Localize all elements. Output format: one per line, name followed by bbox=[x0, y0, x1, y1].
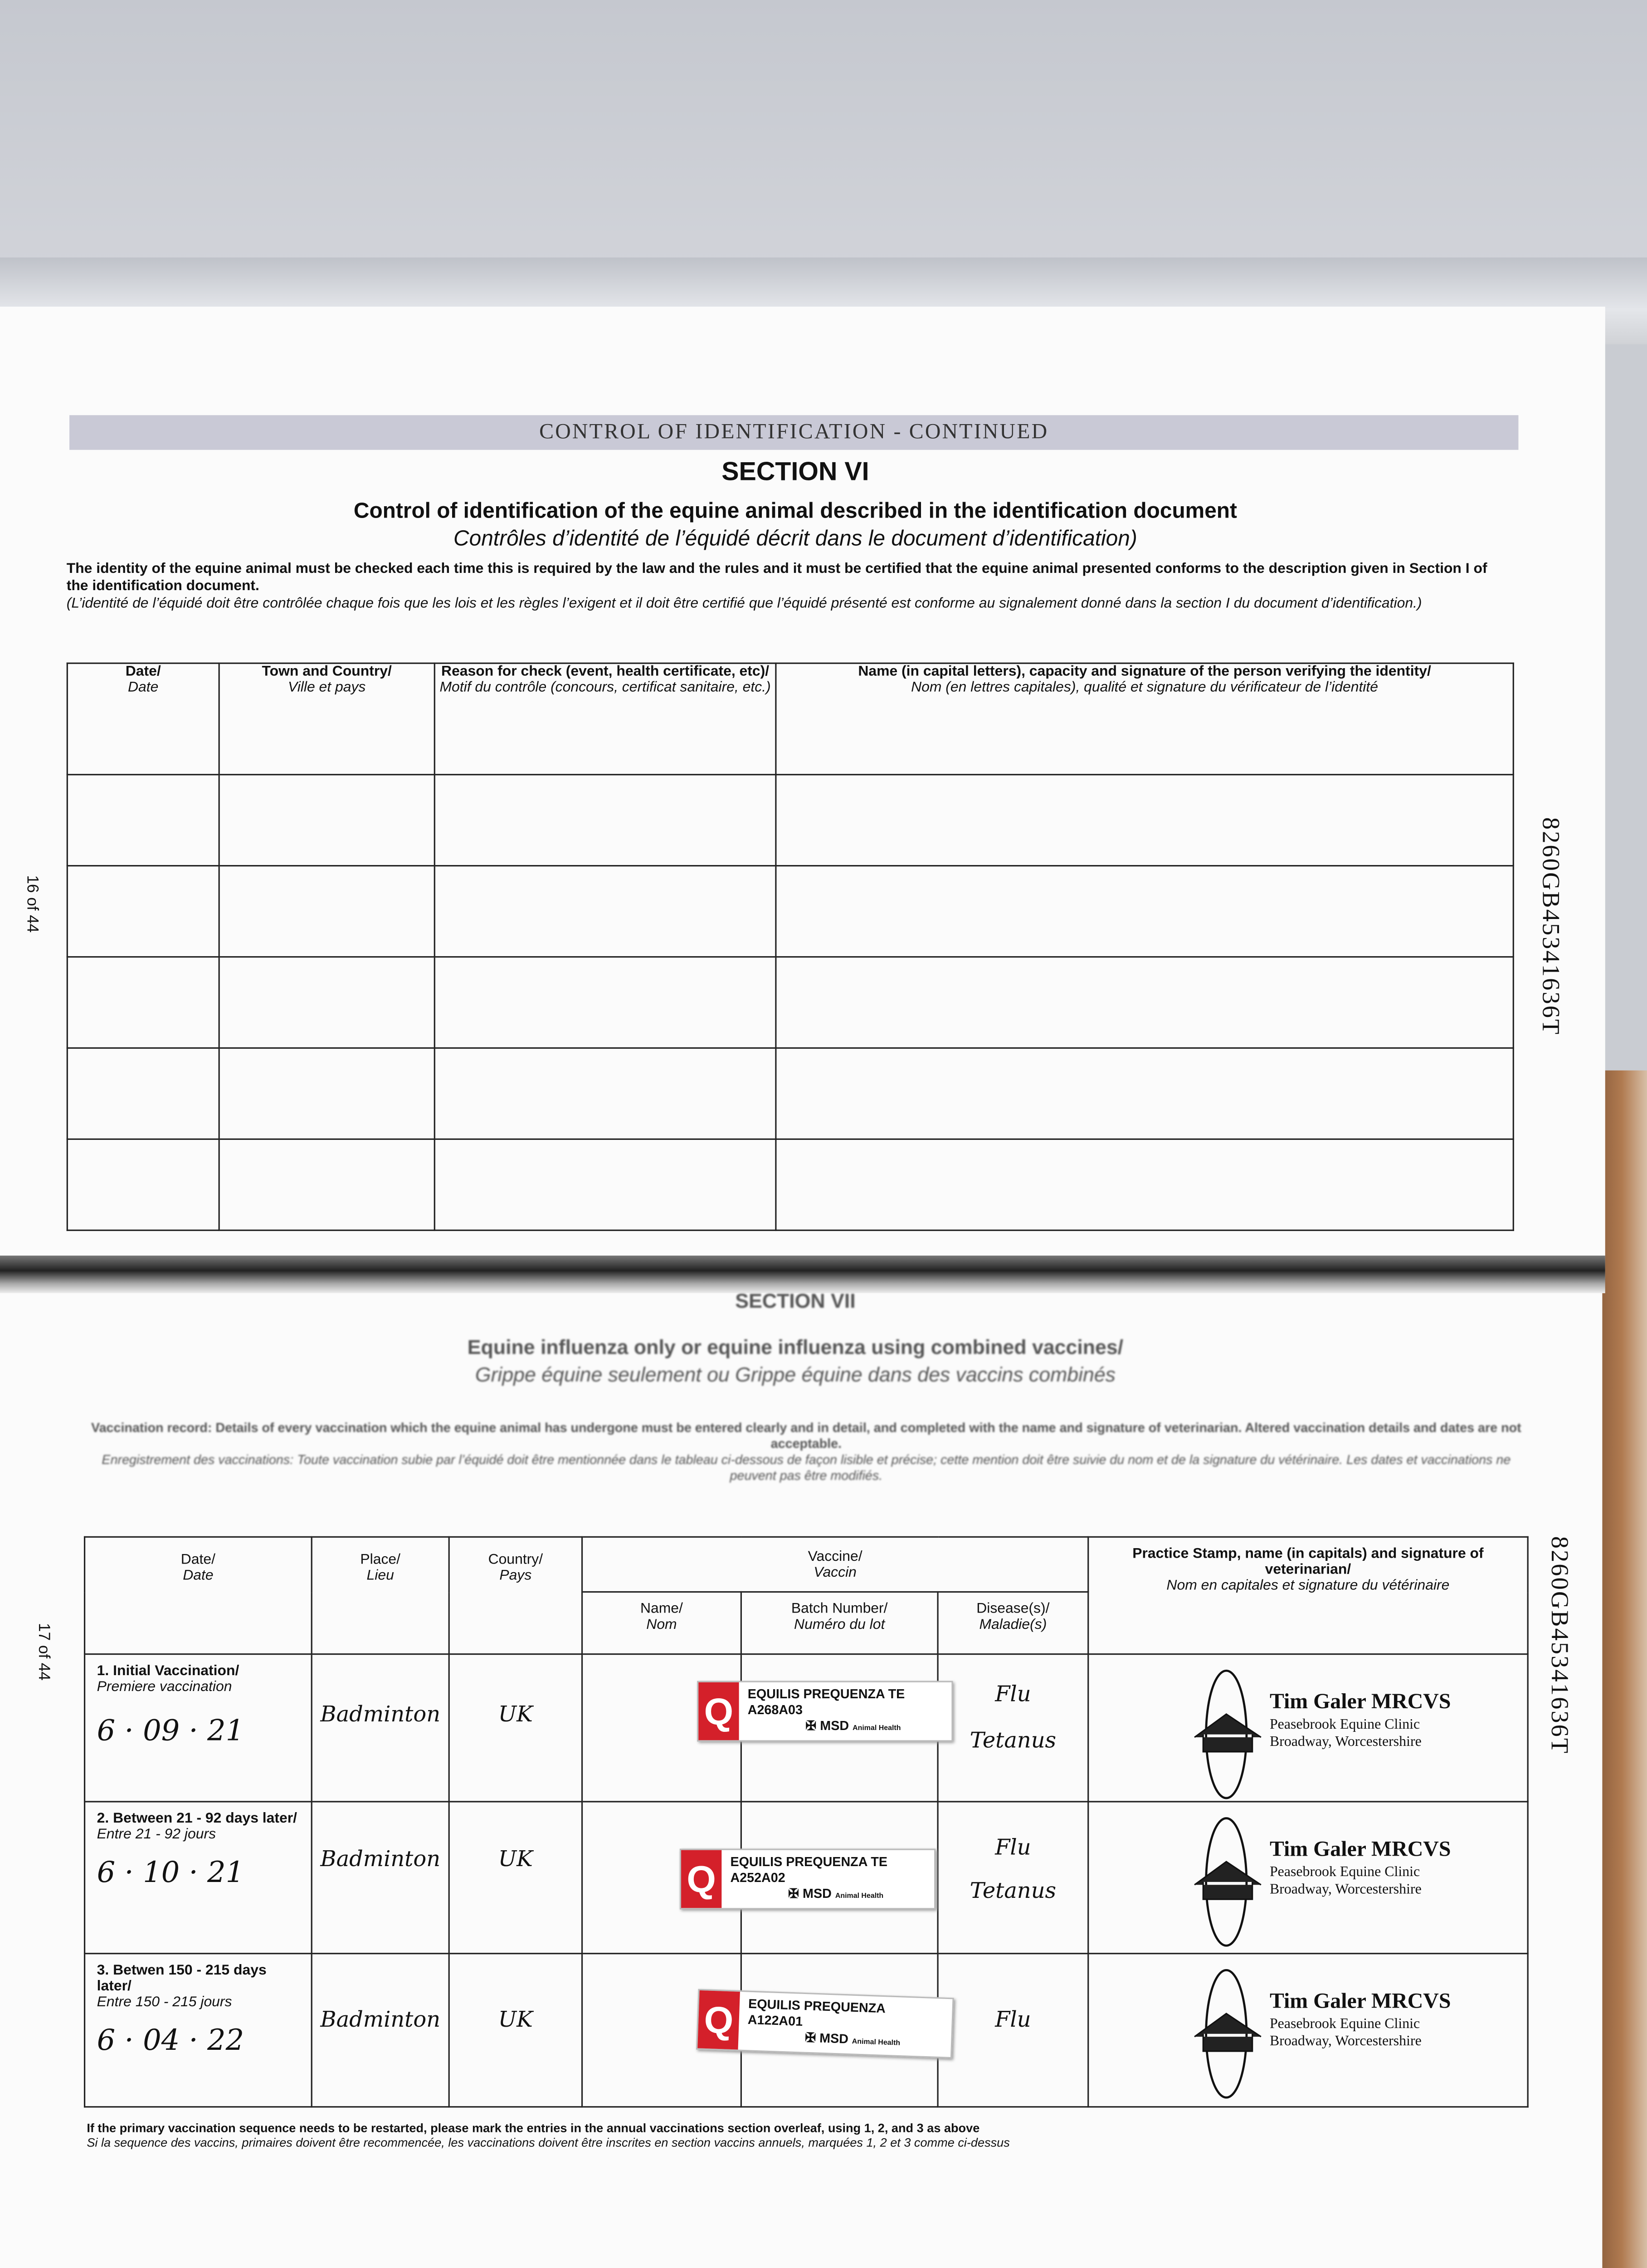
passport-id: 8260GB45341636T bbox=[1546, 1536, 1574, 1755]
section-title: Equine influenza only or equine influenza using combined vaccines/ bbox=[467, 1335, 1124, 1359]
country-value: UK bbox=[498, 1701, 533, 1727]
vaccine-logo-icon: Q bbox=[681, 1850, 721, 1908]
intro-fr: Enregistrement des vaccinations: Toute vaccination subie par l’équidé doit être mentionnée dans le tableau ci-dessous de façon lisible et précise; cette mention doit être suivie du nom et de la signature du vétérinaire. Les dates et vaccinations ne peuvent pas être modifiés. bbox=[102, 1452, 1511, 1483]
intro-en: The identity of the equine animal must be checked each time this is required by the law and the rules and it must be certified that the equine animal presented conforms to the description given in Section I of the identification document. bbox=[66, 561, 1487, 595]
col-vaccine: Vaccine/ Vaccin bbox=[582, 1537, 1088, 1592]
disease-value: Flu bbox=[995, 1834, 1031, 1861]
vaccination-date: 6 · 10 · 21 bbox=[97, 1854, 244, 1889]
col-date: Date/ Date bbox=[67, 663, 219, 775]
section-heading: SECTION VII bbox=[735, 1289, 856, 1312]
batch-number: A268A03 bbox=[747, 1701, 803, 1716]
vet-stamp: Tim Galer MRCVS Peasebrook Equine Clinic Broadway, Worcestershire bbox=[1189, 1813, 1521, 1950]
stamp-column bbox=[1087, 1653, 1529, 2106]
col-verifier: Name (in capital letters), capacity and signature of the person verifying the identity/ Nom (en lettres capitales), qualité et signature du vérificateur de l’identité bbox=[776, 663, 1513, 775]
signature-icon bbox=[1189, 1965, 1270, 2102]
place-value: Badminton bbox=[320, 2006, 441, 2033]
intro-fr: (L’identité de l’équidé doit être contrôlée chaque fois que les lois et les règles l’exigent et il doit être certifié que l’équidé présenté est conforme au signalement donné dans la section I du document d’identification.) bbox=[66, 596, 1422, 612]
table-row: 3. Betwen 150 - 215 days later/ Entre 150 - 215 jours 6 · 04 · 22 Badminton UK Flu bbox=[85, 1954, 1528, 2107]
col-town: Town and Country/ Ville et pays bbox=[219, 663, 434, 775]
identity-check-table bbox=[67, 663, 1514, 1231]
passport-id: 8260GB45341636T bbox=[1537, 817, 1565, 1036]
table-row bbox=[67, 775, 1513, 866]
col-reason: Reason for check (event, health certificate, etc)/ Motif du contrôle (concours, certificat sanitaire, etc.) bbox=[434, 663, 776, 775]
section-banner: CONTROL OF IDENTIFICATION - CONTINUED bbox=[69, 415, 1518, 450]
page-number: 17 of 44 bbox=[34, 1623, 52, 1681]
disease-value: Flu bbox=[995, 1681, 1031, 1707]
col-disease: Disease(s)/ Maladie(s) bbox=[938, 1592, 1088, 1654]
section-title-fr: Contrôles d’identité de l’équidé décrit dans le document d’identification) bbox=[453, 526, 1137, 552]
vaccine-sticker: Q EQUILIS PREQUENZA TE A268A03 ✠ MSD Animal Health bbox=[697, 1681, 953, 1742]
country-value: UK bbox=[498, 2006, 533, 2033]
vaccine-name: EQUILIS PREQUENZA TE bbox=[730, 1853, 888, 1868]
table-row bbox=[67, 1048, 1513, 1139]
batch-number: A252A02 bbox=[730, 1869, 785, 1884]
intro-paragraph bbox=[87, 1421, 1525, 1484]
disease-value: Tetanus bbox=[970, 1727, 1057, 1754]
col-stamp: Practice Stamp, name (in capitals) and signature of veterinarian/ Nom en capitales et signature du vétérinaire bbox=[1088, 1537, 1528, 1654]
signature-icon bbox=[1189, 1813, 1270, 1950]
table-row bbox=[67, 957, 1513, 1048]
disease-value: Tetanus bbox=[970, 1877, 1057, 1904]
page-fold bbox=[0, 1256, 1605, 1293]
intro-en: Vaccination record: Details of every vaccination which the equine animal has undergone must be entered clearly and in detail, and completed with the name and signature of veterinarian. Altered vaccination details and dates are not acceptable. bbox=[91, 1420, 1521, 1451]
vaccine-sticker: Q EQUILIS PREQUENZA TE A252A02 ✠ MSD Animal Health bbox=[680, 1849, 936, 1910]
col-batch: Batch Number/ Numéro du lot bbox=[741, 1592, 938, 1654]
place-value: Badminton bbox=[320, 1701, 441, 1727]
vaccination-date: 6 · 04 · 22 bbox=[97, 2022, 244, 2057]
disease-value: Flu bbox=[995, 2006, 1031, 2033]
signature-icon bbox=[1189, 1665, 1270, 1803]
country-value: UK bbox=[498, 1846, 533, 1872]
vaccine-sticker: Q EQUILIS PREQUENZA A122A01 ✠ MSD Animal Health bbox=[696, 1989, 954, 2059]
vet-stamp: Tim Galer MRCVS Peasebrook Equine Clinic Broadway, Worcestershire bbox=[1189, 1665, 1521, 1803]
vaccine-name: EQUILIS PREQUENZA TE bbox=[747, 1686, 905, 1701]
col-place: Place/ Lieu bbox=[312, 1537, 449, 1654]
col-country: Country/ Pays bbox=[449, 1537, 582, 1654]
place-value: Badminton bbox=[320, 1846, 441, 1872]
footer-fr: Si la sequence des vaccins, primaires doivent être recommencée, les vaccinations doivent être inscrites en section vaccins annuels, marquées 1, 2 et 3 comme ci-dessus bbox=[87, 2135, 1010, 2150]
vaccine-logo-icon: Q bbox=[698, 1682, 739, 1740]
table-row bbox=[67, 866, 1513, 957]
batch-number: A122A01 bbox=[747, 2011, 803, 2028]
section-title-fr: Grippe équine seulement ou Grippe équine dans des vaccins combinés bbox=[475, 1363, 1116, 1386]
footer-note bbox=[87, 2121, 1533, 2150]
section-heading: SECTION VI bbox=[721, 457, 869, 486]
vaccination-date: 6 · 09 · 21 bbox=[97, 1712, 244, 1748]
footer-en: If the primary vaccination sequence needs to be restarted, please mark the entries in the annual vaccinations section overleaf, using 1, 2, and 3 as above bbox=[87, 2121, 980, 2135]
msd-logo-icon: ✠ bbox=[788, 1885, 803, 1900]
msd-logo-icon: ✠ bbox=[805, 1717, 820, 1732]
section-title: Control of identification of the equine animal described in the identification document bbox=[353, 499, 1237, 524]
col-vaccine-name: Name/ Nom bbox=[582, 1592, 741, 1654]
background bbox=[0, 0, 1647, 289]
vaccine-name: EQUILIS PREQUENZA bbox=[748, 1995, 886, 2015]
table-row: 2. Between 21 - 92 days later/ Entre 21 - 92 jours 6 · 10 · 21 Badminton UK Flu Tetanus bbox=[85, 1802, 1528, 1954]
page-number: 16 of 44 bbox=[23, 875, 41, 933]
col-date: Date/ Date bbox=[85, 1537, 312, 1654]
intro-paragraph bbox=[67, 561, 1498, 613]
vaccine-logo-icon: Q bbox=[697, 1990, 740, 2050]
table-row bbox=[67, 1139, 1513, 1230]
table-row: 1. Initial Vaccination/ Premiere vaccination 6 · 09 · 21 Badminton UK Flu Tetanus bbox=[85, 1654, 1528, 1802]
msd-logo-icon: ✠ bbox=[804, 2029, 820, 2045]
vet-stamp: Tim Galer MRCVS Peasebrook Equine Clinic Broadway, Worcestershire bbox=[1189, 1965, 1521, 2102]
